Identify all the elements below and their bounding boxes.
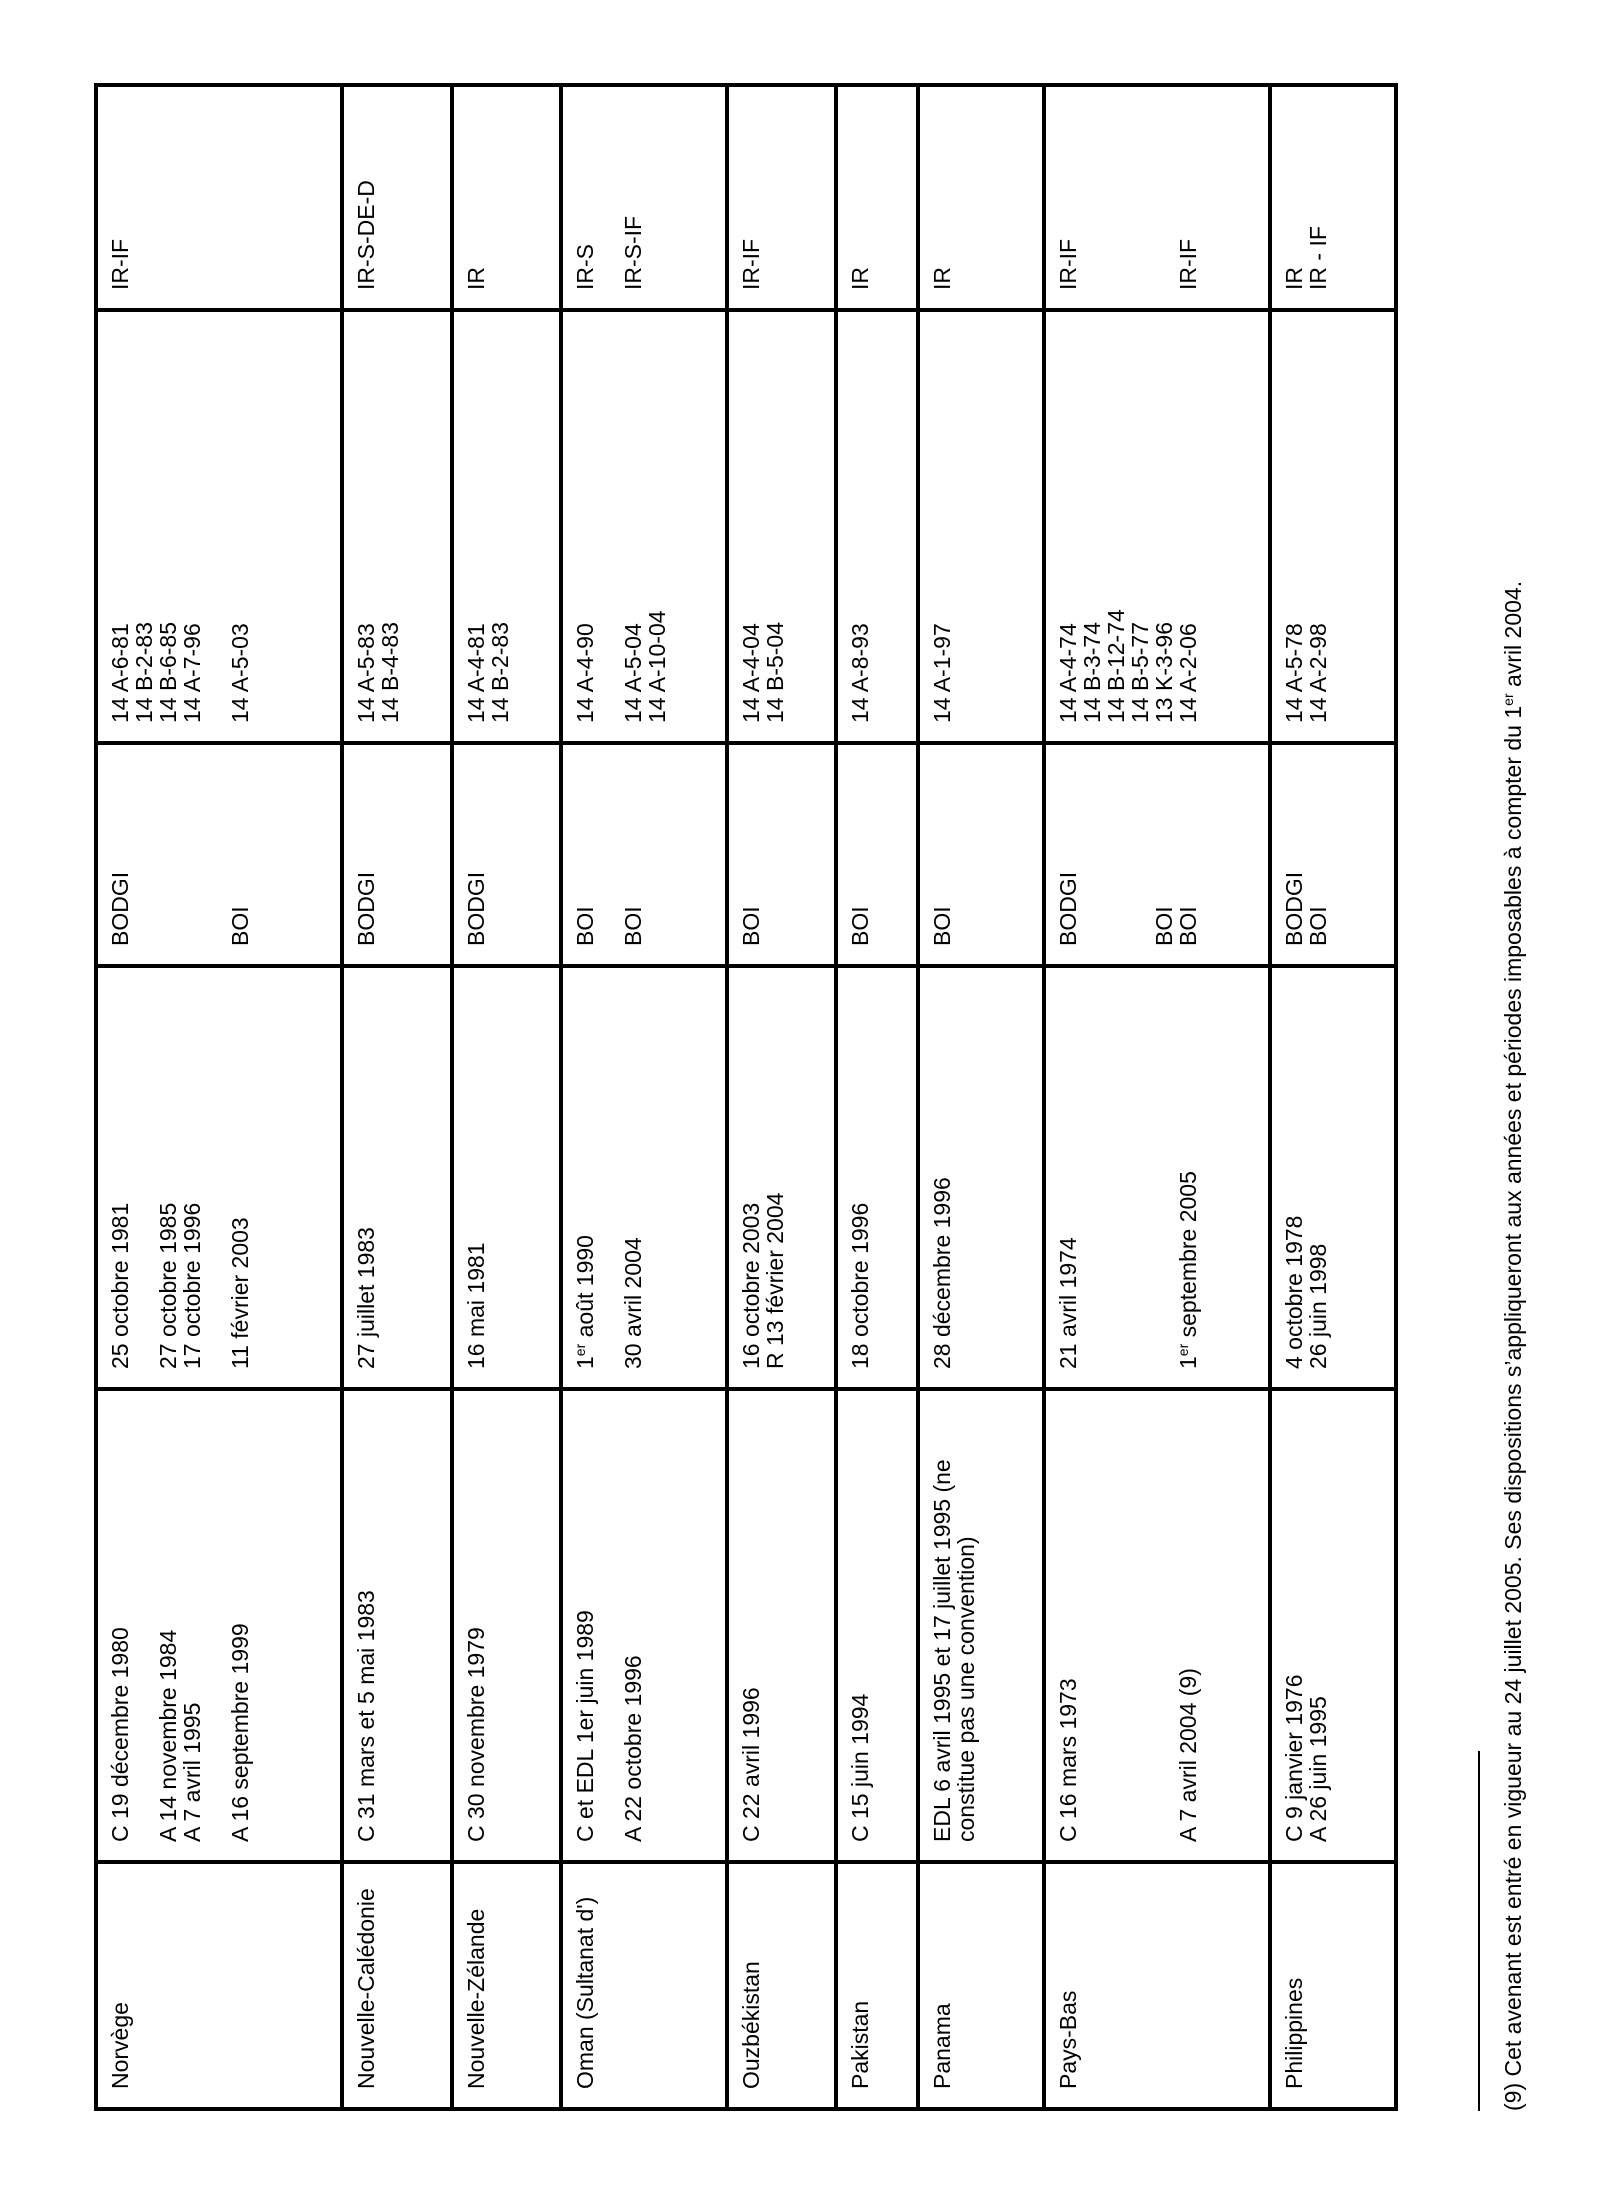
publication-line: 27 octobre 1985	[155, 1202, 181, 1369]
impot-line	[597, 87, 621, 290]
convention-line	[597, 1391, 621, 1842]
table-row	[920, 87, 1046, 2107]
country-name: Pays-Bas	[1055, 1990, 1082, 2089]
country-cell	[563, 1860, 725, 2107]
table-row	[838, 87, 920, 2107]
publication-line: 16 octobre 2003	[738, 1202, 765, 1369]
date-day: 1	[572, 1356, 599, 1369]
convention-cell	[563, 1387, 725, 1860]
date-rest: août 1990	[572, 1235, 599, 1344]
date-day: 1	[1175, 1356, 1202, 1369]
references-cell	[729, 308, 834, 741]
reference-line: 14 A-5-83	[353, 623, 380, 723]
impot-line: IR - IF	[1304, 226, 1331, 290]
publication-line: 17 octobre 1996	[179, 1202, 205, 1369]
impot-line: IR	[1280, 267, 1307, 290]
bulletin-line	[597, 745, 621, 946]
convention-line: C 16 mars 1973	[1055, 1678, 1082, 1842]
country-name: Ouzbékistan	[738, 1961, 765, 2089]
reference-line: 14 B-5-77	[1127, 621, 1154, 723]
convention-cell	[98, 1387, 340, 1860]
references-cell	[98, 308, 340, 741]
impot-line: IR-S-IF	[620, 215, 647, 290]
bulletin-line: BOI	[847, 906, 874, 946]
country-cell	[920, 1860, 1042, 2107]
convention-line	[1104, 1391, 1128, 1842]
table-row	[1046, 87, 1272, 2107]
bulletin-line: BODGI	[353, 871, 380, 946]
publication-line	[1152, 968, 1176, 1369]
impot-line	[1152, 87, 1176, 290]
bulletin-line	[204, 745, 228, 946]
bulletin-line: BOI	[1175, 906, 1202, 946]
reference-line: 14 A-7-96	[179, 623, 205, 723]
convention-line	[1080, 1391, 1104, 1842]
table-row	[1272, 87, 1394, 2107]
publication-line	[573, 968, 597, 1369]
convention-cell	[838, 1387, 916, 1860]
publication-line: 28 décembre 1996	[928, 1177, 955, 1369]
impot-line: IR-IF	[738, 238, 765, 290]
reference-line: 14 A-5-03	[227, 623, 253, 723]
publication-line	[1176, 968, 1200, 1369]
bulletin-line	[180, 745, 204, 946]
reference-line: 13 K-3-96	[1151, 621, 1178, 723]
impots-cell	[920, 87, 1042, 308]
bulletin-line	[132, 745, 156, 946]
table-row	[344, 87, 453, 2107]
footnote-rule	[1478, 1751, 1480, 2111]
impot-line: IR-S-DE-D	[353, 180, 380, 290]
bulletin-cell	[729, 741, 834, 964]
reference-line: 14 B-12-74	[1103, 609, 1130, 723]
impots-cell	[563, 87, 725, 308]
impot-line: IR-IF	[107, 238, 133, 290]
convention-line: C 15 juin 1994	[847, 1693, 874, 1842]
publication-cell	[344, 964, 449, 1387]
publication-cell	[1272, 964, 1394, 1387]
impot-line: IR-IF	[1055, 238, 1082, 290]
impots-cell	[454, 87, 559, 308]
country-cell	[1046, 1860, 1268, 2107]
publication-line	[1104, 968, 1128, 1369]
country-name: Norvège	[107, 2002, 133, 2089]
convention-cell	[729, 1387, 834, 1860]
table-row	[454, 87, 563, 2107]
country-name: Oman (Sultanat d')	[572, 1896, 599, 2089]
reference-line: 14 B-2-83	[131, 621, 157, 723]
reference-line: 14 A-5-78	[1280, 623, 1307, 723]
table-row	[563, 87, 729, 2107]
bulletin-cell	[1046, 741, 1268, 964]
bulletin-line: BOI	[572, 906, 599, 946]
publication-cell	[454, 964, 559, 1387]
references-cell	[563, 308, 725, 741]
publication-line: 18 octobre 1996	[847, 1202, 874, 1369]
convention-line: A 22 octobre 1996	[620, 1655, 647, 1842]
publication-line: R 13 février 2004	[762, 1192, 789, 1369]
bulletin-cell	[1272, 741, 1394, 964]
convention-cell	[454, 1387, 559, 1860]
references-cell	[920, 308, 1042, 741]
reference-line: 14 A-4-04	[738, 623, 765, 723]
impot-line: IR	[847, 267, 874, 290]
impots-cell	[344, 87, 449, 308]
references-cell	[1046, 308, 1268, 741]
country-name: Nouvelle-Calédonie	[353, 1888, 380, 2089]
impots-cell	[98, 87, 340, 308]
references-cell	[838, 308, 916, 741]
reference-line: 14 B-6-85	[155, 621, 181, 723]
reference-line: 14 A-4-90	[572, 623, 599, 723]
reference-line: 14 A-10-04	[644, 610, 671, 723]
convention-line: C 22 avril 1996	[738, 1687, 765, 1842]
reference-line: 14 A-4-81	[462, 623, 489, 723]
references-cell	[344, 308, 449, 741]
table-row	[98, 87, 344, 2107]
convention-cell	[344, 1387, 449, 1860]
publication-line	[132, 968, 156, 1369]
bulletin-line	[1080, 745, 1104, 946]
reference-line: 14 B-4-83	[377, 621, 404, 723]
publication-line: 4 octobre 1978	[1280, 1215, 1307, 1369]
convention-text: EDL 6 avril 1995 et 17 juillet 1995 (ne constitue pas une convention)	[928, 1459, 979, 1842]
footnote-sup: er	[1500, 693, 1516, 706]
country-cell	[729, 1860, 834, 2107]
impot-line	[1080, 87, 1104, 290]
convention-line: A 7 avril 2004 (9)	[1175, 1668, 1202, 1842]
bulletin-cell	[454, 741, 559, 964]
bulletin-line	[1128, 745, 1152, 946]
impot-line: IR	[928, 267, 955, 290]
country-cell	[1272, 1860, 1394, 2107]
reference-line	[597, 312, 621, 723]
bulletin-cell	[344, 741, 449, 964]
publication-cell	[1046, 964, 1268, 1387]
publication-line: 11 février 2003	[227, 1217, 253, 1369]
publication-line	[204, 968, 228, 1369]
publication-line: 25 octobre 1981	[107, 1202, 133, 1369]
reference-line: 14 A-5-04	[620, 623, 647, 723]
country-name: Panama	[928, 2003, 955, 2089]
table-row	[729, 87, 838, 2107]
convention-line	[1152, 1391, 1176, 1842]
convention-line	[1128, 1391, 1152, 1842]
bulletin-line: BOI	[1151, 906, 1178, 946]
convention-line: A 26 juin 1995	[1304, 1696, 1331, 1842]
date-rest: septembre 2005	[1175, 1171, 1202, 1344]
convention-line: C et EDL 1er juin 1989	[572, 1610, 599, 1842]
footnote-text-before: (9) Cet avenant est entré en vigueur au 24 juillet 2005. Ses dispositions s’appliqueront aux années et périodes imposables à compter du 1	[1500, 705, 1526, 2111]
reference-line: 14 A-1-97	[928, 623, 955, 723]
convention-cell	[920, 1387, 1042, 1860]
publication-cell	[563, 964, 725, 1387]
bulletin-line	[1104, 745, 1128, 946]
publication-line	[1128, 968, 1152, 1369]
convention-cell	[1272, 1387, 1394, 1860]
publication-line	[1080, 968, 1104, 1369]
publication-line: 16 mai 1981	[462, 1242, 489, 1369]
country-cell	[838, 1860, 916, 2107]
country-name: Philippines	[1280, 1977, 1307, 2089]
references-cell	[454, 308, 559, 741]
footnote	[1500, 61, 1526, 2111]
bulletin-cell	[563, 741, 725, 964]
reference-line: 14 A-2-98	[1304, 623, 1331, 723]
bulletin-line: BOI	[738, 906, 765, 946]
convention-line: A 14 novembre 1984	[155, 1629, 181, 1842]
convention-line: A 16 septembre 1999	[227, 1623, 253, 1842]
footnote-text-after: avril 2004.	[1500, 580, 1526, 694]
impot-line: IR-IF	[1175, 238, 1202, 290]
publication-line	[597, 968, 621, 1369]
country-cell	[454, 1860, 559, 2107]
date-sup: er	[1175, 1343, 1192, 1357]
country-name: Pakistan	[847, 2000, 874, 2089]
bulletin-line: BOI	[1304, 906, 1331, 946]
reference-line: 14 A-6-81	[107, 623, 133, 723]
treaty-table	[94, 83, 1398, 2111]
reference-line	[204, 312, 228, 723]
bulletin-line: BODGI	[1280, 871, 1307, 946]
publication-cell	[838, 964, 916, 1387]
publication-line: 27 juillet 1983	[353, 1227, 380, 1369]
convention-line: C 30 novembre 1979	[462, 1627, 489, 1842]
date-sup: er	[572, 1343, 589, 1357]
publication-line: 21 avril 1974	[1055, 1237, 1082, 1369]
bulletin-cell	[920, 741, 1042, 964]
convention-line: C 31 mars et 5 mai 1983	[353, 1590, 380, 1842]
reference-line: 14 B-2-83	[486, 621, 513, 723]
country-cell	[98, 1860, 340, 2107]
reference-line: 14 B-5-04	[762, 621, 789, 723]
country-cell	[344, 1860, 449, 2107]
impots-cell	[838, 87, 916, 308]
bulletin-cell	[838, 741, 916, 964]
references-cell	[1272, 308, 1394, 741]
impot-line	[1104, 87, 1128, 290]
reference-line: 14 A-4-74	[1055, 623, 1082, 723]
bulletin-line: BODGI	[462, 871, 489, 946]
impot-line: IR	[462, 267, 489, 290]
impots-cell	[1046, 87, 1268, 308]
publication-cell	[920, 964, 1042, 1387]
publication-line: 26 juin 1998	[1304, 1243, 1331, 1369]
bulletin-line: BODGI	[107, 871, 133, 946]
convention-line	[204, 1391, 228, 1842]
bulletin-line: BOI	[620, 906, 647, 946]
reference-line: 14 B-3-74	[1079, 621, 1106, 723]
impot-line	[1128, 87, 1152, 290]
bulletin-line	[156, 745, 180, 946]
reference-line: 14 A-8-93	[847, 623, 874, 723]
convention-line	[132, 1391, 156, 1842]
publication-line: 30 avril 2004	[620, 1237, 647, 1369]
convention-line: C 19 décembre 1980	[107, 1627, 133, 1842]
country-name: Nouvelle-Zélande	[462, 1908, 489, 2089]
publication-cell	[98, 964, 340, 1387]
impot-line: IR-S	[572, 244, 599, 290]
impots-cell	[1272, 87, 1394, 308]
bulletin-line: BOI	[928, 906, 955, 946]
convention-cell	[1046, 1387, 1268, 1860]
convention-line: C 9 janvier 1976	[1280, 1674, 1307, 1842]
publication-cell	[729, 964, 834, 1387]
bulletin-line: BOI	[227, 906, 253, 946]
bulletin-cell	[98, 741, 340, 964]
convention-line: A 7 avril 1995	[179, 1702, 205, 1842]
bulletin-line: BODGI	[1055, 871, 1082, 946]
reference-line: 14 A-2-06	[1175, 623, 1202, 723]
impots-cell	[729, 87, 834, 308]
